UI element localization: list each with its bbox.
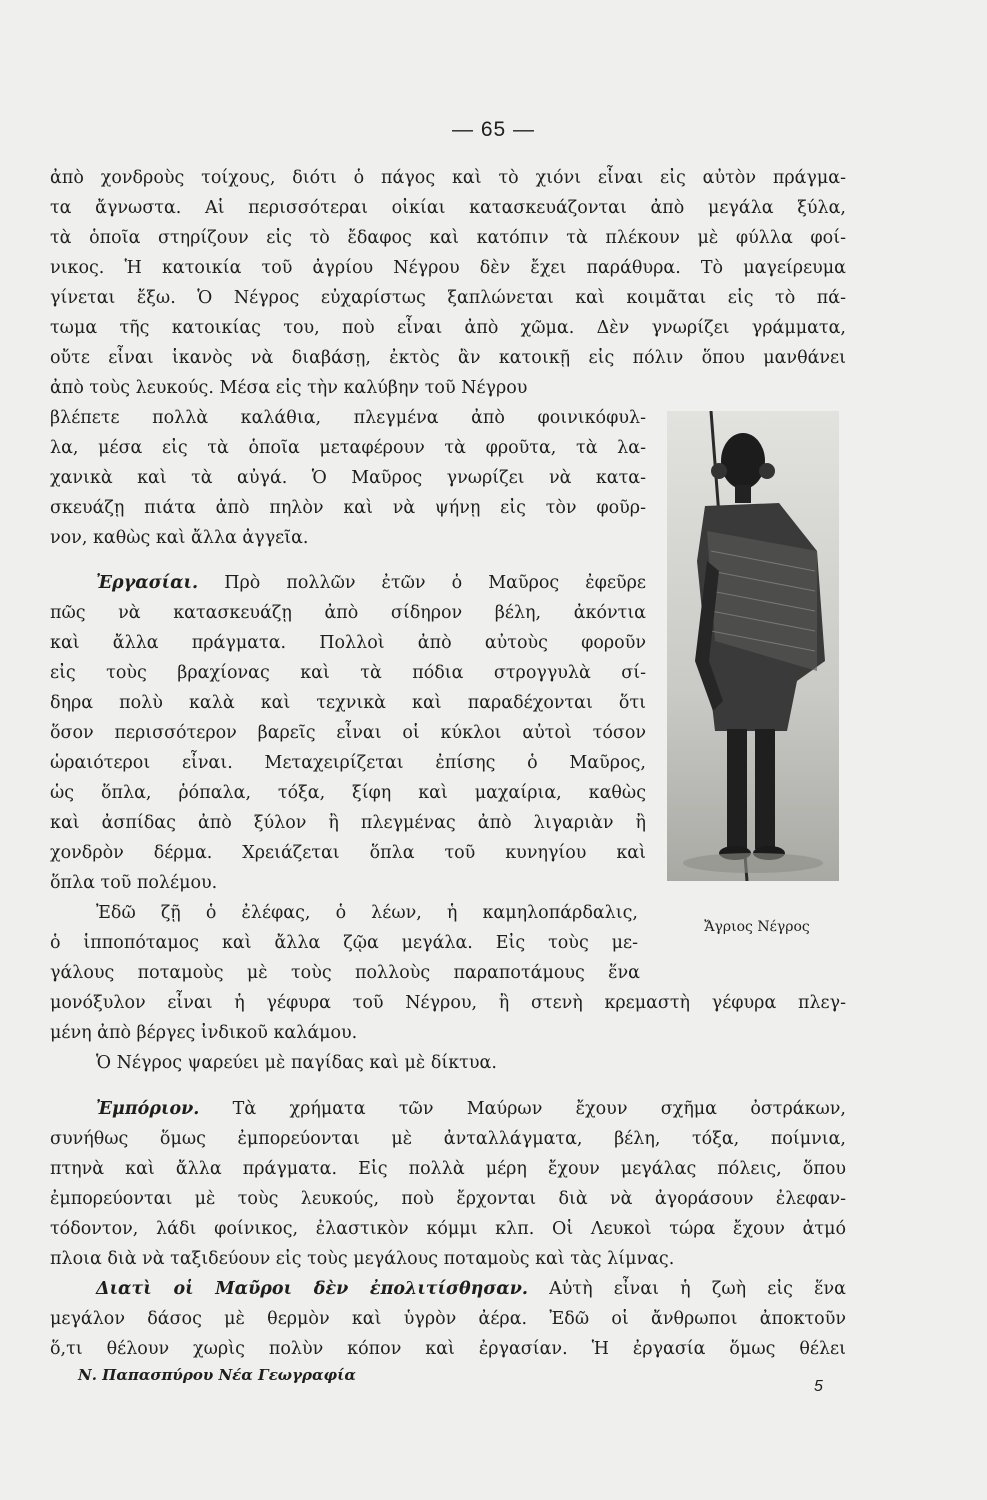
- text-line: πτηνὰ καὶ ἄλλα πράγματα. Εἰς πολλὰ μέρη ἔχουν μεγάλας πόλεις, ὅπου: [50, 1159, 846, 1179]
- paragraph-baskets: [50, 403, 646, 553]
- section-heading: Διατὶ οἱ Μαῦροι δὲν ἐπολιτίσθησαν.: [96, 1279, 528, 1299]
- paragraph-houses: [50, 163, 846, 403]
- text-line: πῶς νὰ κατασκευάζῃ ἀπὸ σίδηρον βέλη, ἀκόντια: [50, 603, 646, 623]
- text-line: χονδρὸν δέρμα. Χρειάζεται ὅπλα τοῦ κυνηγίου καὶ: [50, 843, 646, 863]
- text-span: Πρὸ πολλῶν ἐτῶν ὁ Μαῦρος ἐφεῦρε: [198, 573, 646, 593]
- text-line: ὅ,τι θέλουν χωρὶς πολὺν κόπον καὶ ἐργασίαν. Ἡ ἐργασία ὅμως θέλει: [50, 1339, 846, 1359]
- text-line: ἀπὸ τοὺς λευκούς. Μέσα εἰς τὴν καλύβην τοῦ Νέγρου: [50, 378, 528, 398]
- person-illustration: [667, 411, 839, 881]
- text-line: μένη ἀπὸ βέργες ἰνδικοῦ καλάμου.: [50, 1023, 358, 1043]
- text-line: χανικὰ καὶ τὰ αὐγά. Ὁ Μαῦρος γνωρίζει νὰ κατα-: [50, 468, 646, 488]
- text-line: καὶ ἀσπίδας ἀπὸ ξύλον ἢ πλεγμένας ἀπὸ λιγαριὰν ἢ: [50, 813, 646, 833]
- text-line: τόδοντον, λάδι φοίνικος, ἐλαστικὸν κόμμι κλπ. Οἱ Λευκοὶ τώρα ἔχουν ἀτμό: [50, 1219, 846, 1239]
- text-line: τα ἄγνωστα. Αἱ περισσότεραι οἰκίαι κατασκευάζονται ἀπὸ μεγάλα ξύλα,: [50, 198, 846, 218]
- paragraph-animals: [50, 898, 638, 958]
- text-line: Ἐδῶ ζῇ ὁ ἐλέφας, ὁ λέων, ἡ καμηλοπάρδαλις,: [96, 903, 638, 923]
- text-line: γάλους ποταμοὺς μὲ τοὺς πολλοὺς παραποτάμους ἕνα: [50, 963, 640, 983]
- text-line: σκευάζῃ πιάτα ἀπὸ πηλὸν καὶ νὰ ψήνῃ εἰς τὸν φοῦρ-: [50, 498, 646, 518]
- text-line: καὶ ἄλλα πράγματα. Πολλοὶ ἀπὸ αὐτοὺς φοροῦν: [50, 633, 646, 653]
- text-line: ἐμπορεύονται μὲ τοὺς λευκούς, ποὺ ἔρχονται διὰ νὰ ἀγοράσουν ἐλεφαν-: [50, 1189, 846, 1209]
- section-ergasiai: [50, 568, 646, 898]
- text-line: τωμα τῆς κατοικίας του, ποὺ εἶναι ἀπὸ χῶμα. Δὲν γνωρίζει γράμματα,: [50, 318, 846, 338]
- figure-caption: Ἄγριος Νέγρος: [704, 919, 810, 935]
- text-line: ὁ ἱπποπόταμος καὶ ἄλλα ζῷα μεγάλα. Εἰς τοὺς με-: [50, 933, 638, 953]
- text-line: οὔτε εἶναι ἱκανὸς νὰ διαβάσῃ, ἐκτὸς ἂν κατοικῇ εἰς πόλιν ὅπου μανθάνει: [50, 348, 846, 368]
- footer-book-title: Ν. Παπασπύρου Νέα Γεωγραφία: [78, 1366, 356, 1384]
- text-line: εἰς τοὺς βραχίονας καὶ τὰ πόδια στρογγυλὰ σί-: [50, 663, 646, 683]
- text-line: τὰ ὁποῖα στηρίζουν εἰς τὸ ἔδαφος καὶ κατόπιν τὰ πλέκουν μὲ φύλλα φοί-: [50, 228, 846, 248]
- text-line: ὡς ὅπλα, ῥόπαλα, τόξα, ξίφη καὶ μαχαίρια, καθὼς: [50, 783, 646, 803]
- text-line: δηρα πολὺ καλὰ καὶ τεχνικὰ καὶ παραδέχονται ὅτι: [50, 693, 646, 713]
- paragraph-fishing: [50, 1048, 846, 1078]
- text-line: Ὁ Νέγρος ψαρεύει μὲ παγίδας καὶ μὲ δίκτυα.: [96, 1053, 497, 1073]
- text-line: ὡραιότεροι εἶναι. Μεταχειρίζεται ἐπίσης ὁ Μαῦρος,: [50, 753, 646, 773]
- text-line: ὅπλα τοῦ πολέμου.: [50, 873, 218, 893]
- text-line: ὅσον περισσότερον βαρεῖς εἶναι οἱ κύκλοι αὐτοὶ τόσον: [50, 723, 646, 743]
- text-span: Τὰ χρήματα τῶν Μαύρων ἔχουν σχῆμα ὀστράκων,: [199, 1099, 846, 1119]
- text-line: νικος. Ἡ κατοικία τοῦ ἀγρίου Νέγρου δὲν ἔχει παράθυρα. Τὸ μαγείρευμα: [50, 258, 846, 278]
- text-line: λα, μέσα εἰς τὰ ὁποῖα μεταφέρουν τὰ φροῦτα, τὰ λα-: [50, 438, 646, 458]
- paragraph-animals-cont: [50, 958, 846, 1048]
- text-line: νον, καθὼς καὶ ἄλλα ἀγγεῖα.: [50, 528, 309, 548]
- section-why: [50, 1274, 846, 1364]
- section-emporion: [50, 1094, 846, 1274]
- section-heading: Ἐργασίαι.: [96, 573, 199, 593]
- text-line: βλέπετε πολλὰ καλάθια, πλεγμένα ἀπὸ φοινικόφυλ-: [50, 408, 646, 428]
- page-number: — 65 —: [451, 118, 536, 141]
- text-line: ἀπὸ χονδροὺς τοίχους, διότι ὁ πάγος καὶ τὸ χιόνι εἶναι εἰς αὐτὸν πράγμα-: [50, 168, 846, 188]
- text-line: συνήθως ὅμως ἐμπορεύονται μὲ ἀνταλλάγματα, βέλη, τόξα, ποίμνια,: [50, 1129, 846, 1149]
- photo-figure: [667, 411, 839, 881]
- text-span: Αὐτὴ εἶναι ἡ ζωὴ εἰς ἕνα: [527, 1279, 847, 1299]
- section-heading: Ἐμπόριον.: [96, 1099, 200, 1119]
- text-line: μεγάλον δάσος μὲ θερμὸν καὶ ὑγρὸν ἀέρα. Ἐδῶ οἱ ἄνθρωποι ἀποκτοῦν: [50, 1309, 846, 1329]
- text-line: πλοια διὰ νὰ ταξιδεύουν εἰς τοὺς μεγάλους ποταμοὺς καὶ τὰς λίμνας.: [50, 1249, 675, 1269]
- text-line: μονόξυλον εἶναι ἡ γέφυρα τοῦ Νέγρου, ἢ στενὴ κρεμαστὴ γέφυρα πλεγ-: [50, 993, 846, 1013]
- text-line: γίνεται ἔξω. Ὁ Νέγρος εὐχαρίστως ξαπλώνεται καὶ κοιμᾶται εἰς τὸ πά-: [50, 288, 846, 308]
- signature-mark: 5: [814, 1378, 823, 1395]
